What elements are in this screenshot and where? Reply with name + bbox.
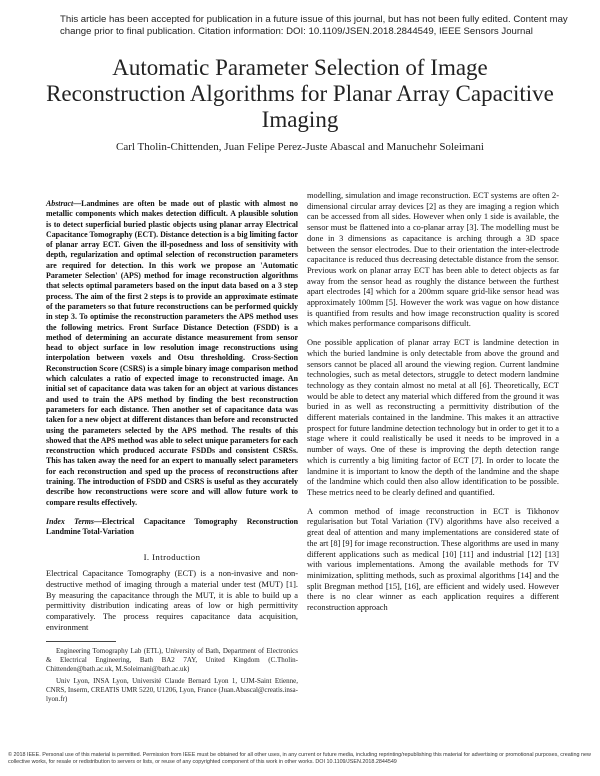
abstract [46, 199, 298, 508]
left-column [46, 199, 298, 707]
index-terms [46, 517, 298, 538]
landmine-paragraph: One possible application of planar array ECT is landmine detection in which the buried landmine is only detectable from above the ground and sensors cannot be placed all around the viewing region. Current landmine technologies, such as metal detectors, struggle to detect modern landmine technology as they contain almost no metal at all [6]. Theoretically, ECT would be able to detect any material which differed from the ground it was buried in as well as reconstructing a permittivity distribution of the different materials contained in the landmine. This makes it an attractive prospect for future landmine detection technology but in order to get it to a stage where it could realistically be used it needs to be improved in a number of ways. One of these is improving the depth detection range which is currently a big limiting factor of ECT [7]. In order to locate the landmine it is important to know the depth of the landmine and the shape of the landmine which could then also allow identification to be possible. These metrics need to be clearly defined and quantified. [307, 338, 559, 497]
affiliation-footnote-1: Engineering Tomography Lab (ETL), University of Bath, Department of Electronics & Electrical Engineering, Bath BA2 7AY, United Kingdom (C.Tholin-Chittenden@bath.ac.uk, M.Soleimani@bath.ac.uk) [46, 647, 298, 674]
section-heading-introduction: I. Introduction [143, 551, 201, 562]
journal-acceptance-banner: This article has been accepted for publication in a future issue of this journal, but has not been fully edited. Content may change prior to final publication. Citation information: DOI: 10.1109/JSEN.2018.2844549, IEEE Sensors Journal [60, 14, 568, 38]
reconstruction-methods-paragraph: A common method of image reconstruction in ECT is Tikhonov regularisation but Total Variation (TV) algorithms have also received a great deal of attention and many implementations are considered state of the art [8] [9] for image reconstruction. These algorithms are used in many different applications such as medical [10] [11] and industrial [12] [13] with various implementations. Among the available methods for TV minimization, splitting methods, such as proximal algorithms [14] and the split Bregman method [15], [16], are efficient and widely used. However there is no clear winner as each application requires a different reconstruction approach [307, 506, 559, 613]
abstract-lead: Abstract [46, 199, 74, 208]
abstract-text: —Landmines are often be made out of plastic with almost no metallic components which makes detection difficult. A plausible solution is to detect superficial buried plastic objects using planar array Electrical Capacitance Tomography (ECT). Distance detection is a big limiting factor of planar array ECT. Given the ill-posedness and loss of sensitivity with depth, regularization and optimal selection of reconstruction parameters are required for detection. In this work we propose an 'Automatic Parameter Selection' (APS) method for image reconstruction algorithms that selects optimal parameters based on the input data based on a 3 step process. The aim of the first 2 steps is to provide an approximate estimate of the parameters so that future reconstructions can be performed quickly in step 3. To optimise the reconstruction parameters the APS method uses the following metrics. Front Surface Distance Detection (FSDD) is a method of determining an accurate distance measurement from sensor head to object surface in low resolution image reconstructions using interpolation between voxels and Otsu thresholding. Cross-Section Reconstruction Score (CSRS) is a simple binary image comparison method which calculates a ratio of expected image to reconstructed image. An initial set of capacitance data was taken for an object at various distances and used to train the APS method by finding the best reconstruction parameters for each distance. Then another set of capacitance data was taken for a new object at different distances than before and reconstructed using the parameters selected by the APS method. The results of this showed that the APS method was able to select unique parameters for each reconstruction which produced accurate FSDDs and consistent CSRSs. This has taken away the need for an expert to manually select parameters for each reconstruction and sped up the process of reconstructions after training. The introduction of FSDD and CSRS is useful as they accurately describe how reconstructions were score and will allow future work to compare results effectively. [46, 199, 298, 507]
right-column [307, 191, 559, 622]
intro-paragraph-1: Electrical Capacitance Tomography (ECT) is a non-invasive and non-destructive method of imaging through a material under test (MUT) [1]. By measuring the capacitance through the MUT, it is able to build up a permittivity distribution indicating areas of low or high permittivity comparatively. The process requires capacitance data acquisition, environment [46, 569, 298, 632]
index-terms-text: —Electrical Capacitance Tomography Reconstruction Landmine Total-Variation [46, 516, 299, 537]
affiliation-footnote-2: Univ Lyon, INSA Lyon, Université Claude Bernard Lyon 1, UJM-Saint Etienne, CNRS, Inserm, CREATIS UMR 5220, U1206, Lyon, France (Juan.Abascal@creatis.insa-lyon.fr) [46, 677, 298, 704]
paper-title: Automatic Parameter Selection of Image Reconstruction Algorithms for Planar Array Capacitive Imaging [46, 55, 554, 132]
copyright-footer: © 2018 IEEE. Personal use of this material is permitted. Permission from IEEE must be obtained for all other uses, in any current or future media, including reprinting/republishing this material for advertising or promotional purposes, creating new collective works, for resale or redistribution to servers or lists, or reuse of any copyrighted component of this work in other works. DOI 10.1109/JSEN.2018.2844549 [8, 752, 591, 765]
intro-paragraph-continued: modelling, simulation and image reconstruction. ECT systems are often 2-dimensional circular array devices [2] as they are imaging a region which can be accessed from all sides. However when only 1 side is available, the sensor must be flattened into a co-planar array [3]. The modelling must be done in 3 dimensions as capacitance is arching through a 3D space between the sensor electrodes. Due to their orientation the inter-electrode capacitance is reduced thus decreasing detectable distance from the sensor. Previous work on planar array ECT has been able to detect objects as far away from the sensor head as roughly the distance between the furthest apart electrodes [4] which for a 200mm square grid-like sensor head was approximately 100mm [5]. However the work was vague on how distance is quantified from results and how image reconstruction quality is scored which makes performance comparisons difficult. [307, 191, 559, 329]
footnote-divider [46, 641, 116, 642]
index-terms-lead: Index Terms [46, 516, 94, 526]
author-list: Carl Tholin-Chittenden, Juan Felipe Perez-Juste Abascal and Manuchehr Soleimani [116, 141, 484, 153]
